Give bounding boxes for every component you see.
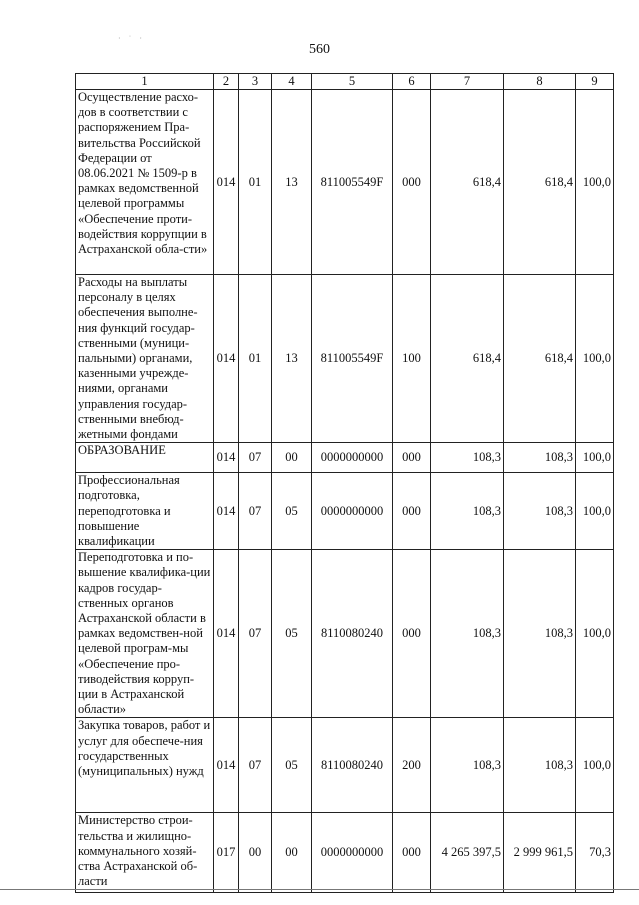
row-name: Расходы на выплаты персоналу в целях обеспечения выполне-ния функций государ-ственными (муници-пальными) органами, казенными учрежде-ниями, органами управления государ-ственными внебюд-жетными фондами — [76, 275, 214, 443]
value-col8: 108,3 — [504, 473, 576, 550]
expense-type: 000 — [393, 473, 431, 550]
section-code: 01 — [239, 275, 272, 443]
expense-type: 200 — [393, 718, 431, 813]
section-code: 07 — [239, 443, 272, 473]
target-article: 0000000000 — [312, 813, 393, 893]
value-col8: 108,3 — [504, 550, 576, 718]
value-col7: 108,3 — [431, 473, 504, 550]
value-col8: 2 999 961,5 — [504, 813, 576, 893]
expense-type: 000 — [393, 90, 431, 275]
row-name: Профессиональная подготовка, переподготовка и повышение квалификации — [76, 473, 214, 550]
row-name: Осуществление расхо-дов в соответствии с распоряжением Пра-вительства Российской Федерации от 08.06.2021 № 1509-р в рамках ведомственной целевой программы «Обеспечение проти-водействия коррупции в Астраханской обла-сти» — [76, 90, 214, 275]
header-cell: 8 — [504, 74, 576, 90]
ministry-code: 014 — [214, 443, 239, 473]
row-name: ОБРАЗОВАНИЕ — [76, 443, 214, 473]
value-col8: 618,4 — [504, 275, 576, 443]
subsection-code: 00 — [272, 813, 312, 893]
expense-type: 000 — [393, 550, 431, 718]
expense-type: 000 — [393, 443, 431, 473]
header-cell: 1 — [76, 74, 214, 90]
table-row — [76, 443, 614, 473]
expense-type: 000 — [393, 813, 431, 893]
value-col9: 100,0 — [576, 473, 614, 550]
table-row — [76, 813, 614, 893]
subsection-code: 05 — [272, 473, 312, 550]
table-row — [76, 550, 614, 718]
header-cell: 6 — [393, 74, 431, 90]
value-col9: 100,0 — [576, 550, 614, 718]
value-col7: 108,3 — [431, 718, 504, 813]
target-article: 811005549F — [312, 90, 393, 275]
row-name: Министерство строи-тельства и жилищно-коммунального хозяй-ства Астраханской об-ласти — [76, 813, 214, 893]
value-col8: 618,4 — [504, 90, 576, 275]
target-article: 0000000000 — [312, 473, 393, 550]
ministry-code: 014 — [214, 473, 239, 550]
value-col7: 618,4 — [431, 275, 504, 443]
subsection-code: 00 — [272, 443, 312, 473]
value-col9: 100,0 — [576, 443, 614, 473]
subsection-code: 13 — [272, 275, 312, 443]
ministry-code: 014 — [214, 90, 239, 275]
table-row — [76, 90, 614, 275]
value-col8: 108,3 — [504, 718, 576, 813]
header-cell: 9 — [576, 74, 614, 90]
header-row — [76, 74, 614, 90]
header-cell: 3 — [239, 74, 272, 90]
section-code: 01 — [239, 90, 272, 275]
ministry-code: 014 — [214, 275, 239, 443]
section-code: 07 — [239, 718, 272, 813]
expense-type: 100 — [393, 275, 431, 443]
value-col7: 4 265 397,5 — [431, 813, 504, 893]
value-col7: 108,3 — [431, 443, 504, 473]
page-bottom-line — [0, 889, 639, 890]
row-name: Закупка товаров, работ и услуг для обеспече-ния государственных (муниципальных) нужд — [76, 718, 214, 813]
table-row — [76, 473, 614, 550]
subsection-code: 13 — [272, 90, 312, 275]
row-name: Переподготовка и по-вышение квалифика-ции кадров государ-ственных органов Астраханской области в рамках ведомствен-ной целевой програм-мы «Обеспечение про-тиводействия корруп-ции в Астраханской области» — [76, 550, 214, 718]
section-code: 00 — [239, 813, 272, 893]
budget-table — [75, 73, 614, 893]
value-col9: 70,3 — [576, 813, 614, 893]
target-article: 8110080240 — [312, 718, 393, 813]
target-article: 0000000000 — [312, 443, 393, 473]
ministry-code: 014 — [214, 718, 239, 813]
header-cell: 2 — [214, 74, 239, 90]
table-row — [76, 275, 614, 443]
scan-speckle: · ˙ · — [118, 34, 145, 43]
section-code: 07 — [239, 473, 272, 550]
table-row — [76, 718, 614, 813]
target-article: 8110080240 — [312, 550, 393, 718]
target-article: 811005549F — [312, 275, 393, 443]
ministry-code: 014 — [214, 550, 239, 718]
value-col9: 100,0 — [576, 275, 614, 443]
header-cell: 5 — [312, 74, 393, 90]
header-cell: 4 — [272, 74, 312, 90]
value-col9: 100,0 — [576, 718, 614, 813]
subsection-code: 05 — [272, 550, 312, 718]
subsection-code: 05 — [272, 718, 312, 813]
ministry-code: 017 — [214, 813, 239, 893]
header-cell: 7 — [431, 74, 504, 90]
value-col8: 108,3 — [504, 443, 576, 473]
page-number: 560 — [309, 42, 330, 57]
value-col7: 108,3 — [431, 550, 504, 718]
value-col9: 100,0 — [576, 90, 614, 275]
value-col7: 618,4 — [431, 90, 504, 275]
section-code: 07 — [239, 550, 272, 718]
